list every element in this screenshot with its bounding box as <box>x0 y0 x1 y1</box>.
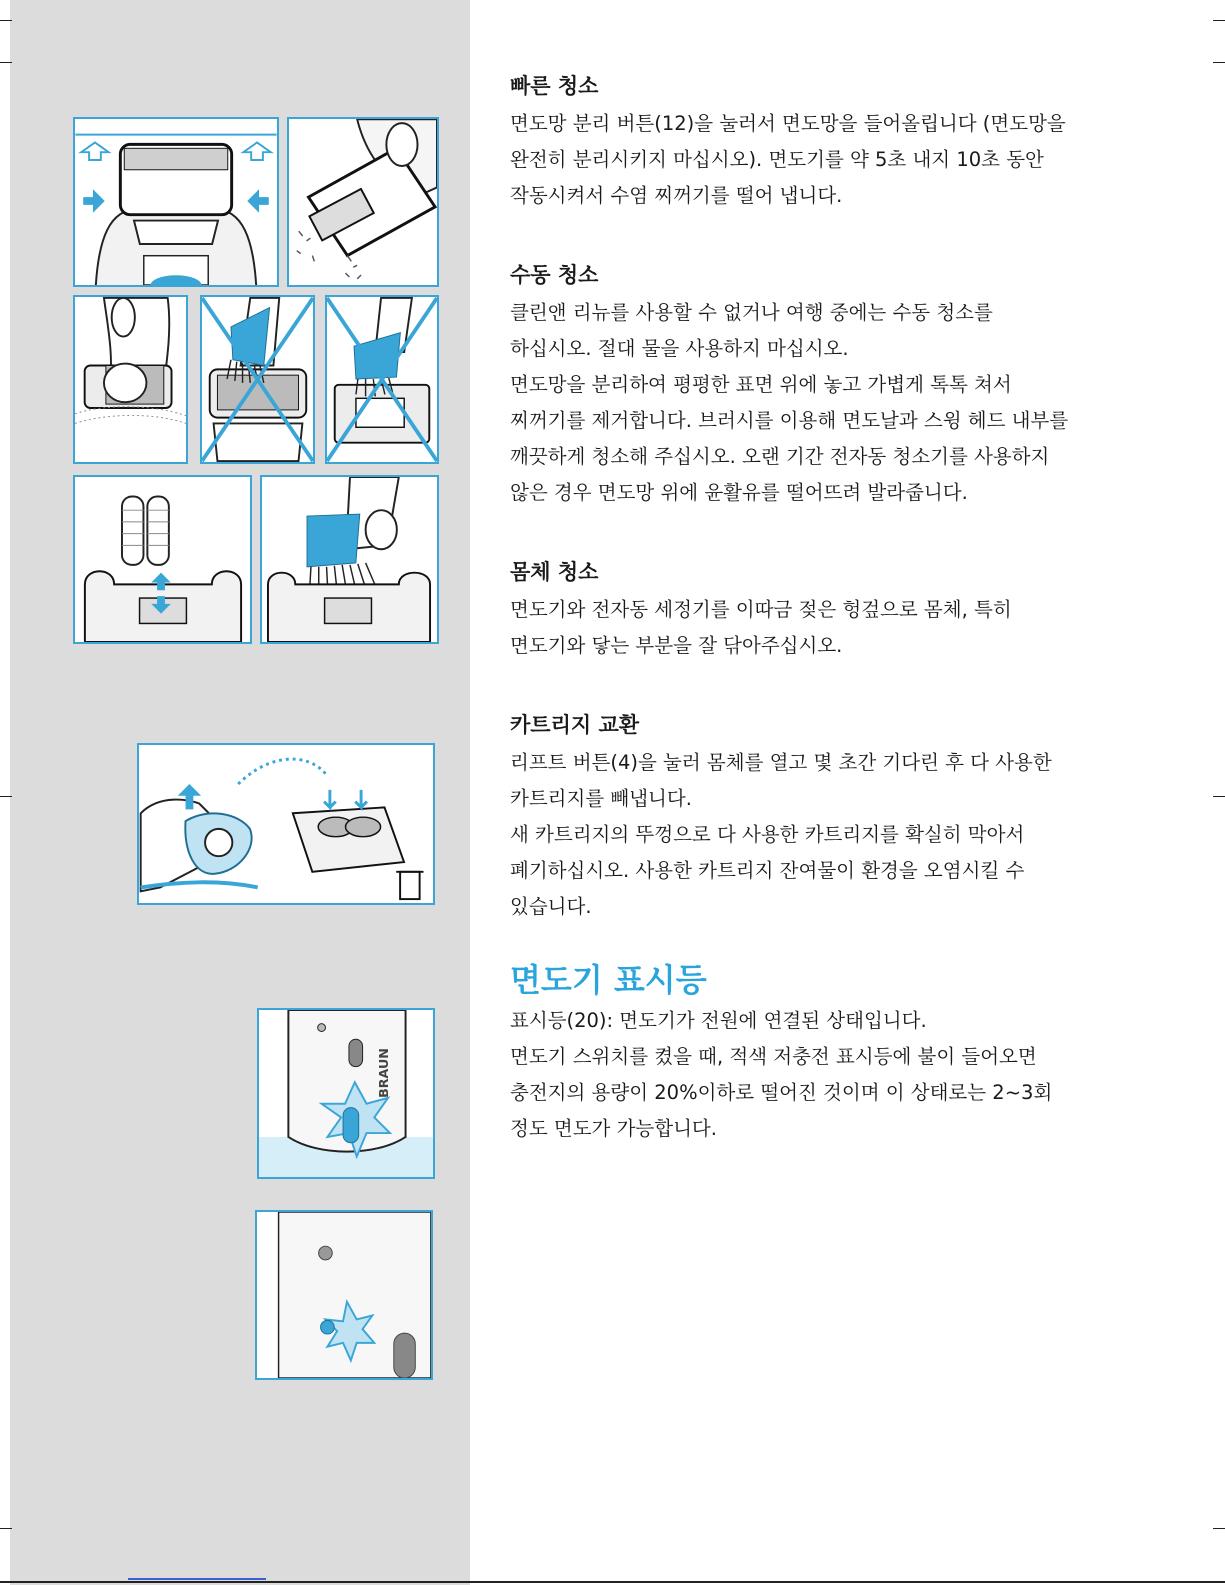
section-heading: 몸체 청소 <box>510 560 599 584</box>
text-line: 완전히 분리시키지 마십시오). 면도기를 약 5초 내지 10초 동안 <box>510 148 1044 171</box>
text-line: 표시등(20): 면도기가 전원에 연결된 상태입니다. <box>510 1009 927 1032</box>
text-line: 리프트 버튼(4)을 눌러 몸체를 열고 몇 초간 기다린 후 다 사용한 <box>510 751 1052 774</box>
text-column <box>510 74 1150 1196</box>
section-heading: 빠른 청소 <box>510 74 599 98</box>
section-cartridge-replace <box>510 713 1150 925</box>
text-line: 하십시오. 절대 물을 사용하지 마십시오. <box>510 337 849 360</box>
illustration-foil-release <box>73 117 279 287</box>
bottom-rule <box>0 1581 1225 1583</box>
illustration-tap-foil <box>73 295 188 464</box>
section-body-clean <box>510 560 1150 664</box>
text-line: 정도 면도가 가능합니다. <box>510 1117 717 1140</box>
text-line: 면도기와 전자동 세정기를 이따금 젖은 헝겊으로 몸체, 특히 <box>510 598 1012 621</box>
crop-mark <box>1213 1528 1225 1529</box>
text-line: 면도기 스위치를 켰을 때, 적색 저충전 표시등에 불이 들어오면 <box>510 1045 1037 1068</box>
text-line: 작동시켜서 수염 찌꺼기를 떨어 냅니다. <box>510 184 843 207</box>
text-line: 면도기와 닿는 부분을 잘 닦아주십시오. <box>510 634 843 657</box>
text-line: 면도망을 분리하여 평평한 표면 위에 놓고 가볍게 톡톡 쳐서 <box>510 373 1012 396</box>
text-line: 새 카트리지의 뚜껑으로 다 사용한 카트리지를 확실히 막아서 <box>510 823 1025 846</box>
section-heading: 수동 청소 <box>510 263 599 287</box>
illustration-brush-cleaning <box>260 475 439 644</box>
illustration-cutter-block <box>73 475 252 644</box>
section-shaver-indicator <box>510 961 1150 1147</box>
section-heading: 카트리지 교환 <box>510 713 640 737</box>
section-quick-clean <box>510 74 1150 214</box>
crop-mark <box>1213 796 1225 797</box>
crop-mark <box>1213 20 1225 21</box>
text-line: 찌꺼기를 제거합니다. 브러시를 이용해 면도날과 스윙 헤드 내부를 <box>510 409 1069 432</box>
section-manual-clean <box>510 263 1150 511</box>
illustration-tap-shaver <box>287 117 439 287</box>
text-line: 클린앤 리뉴를 사용할 수 없거나 여행 중에는 수동 청소를 <box>510 301 993 324</box>
text-line: 않은 경우 면도망 위에 윤활유를 떨어뜨려 발라줍니다. <box>510 481 968 504</box>
illustration-low-battery-indicator <box>255 1210 433 1380</box>
illustration-cartridge-replace <box>137 743 435 905</box>
illustration-indicator-on <box>257 1008 435 1179</box>
crop-mark <box>0 20 12 21</box>
crop-mark <box>0 1528 12 1529</box>
bottom-link-underline <box>128 1578 266 1580</box>
crop-mark <box>0 62 12 63</box>
crop-mark <box>1213 62 1225 63</box>
crop-mark <box>0 796 12 797</box>
text-line: 카트리지를 빼냅니다. <box>510 787 692 810</box>
indicator-heading: 면도기 표시등 <box>510 961 707 999</box>
brand-label: BRAUN <box>375 1048 391 1098</box>
text-line: 있습니다. <box>510 895 592 918</box>
illustration-no-brush-foil <box>200 295 315 464</box>
text-line: 폐기하십시오. 사용한 카트리지 잔여물이 환경을 오염시킬 수 <box>510 859 1025 882</box>
text-line: 충전지의 용량이 20%이하로 떨어진 것이며 이 상태로는 2~3회 <box>510 1081 1053 1104</box>
text-line: 면도망 분리 버튼(12)을 눌러서 면도망을 들어올립니다 (면도망을 <box>510 112 1066 135</box>
text-line: 깨끗하게 청소해 주십시오. 오랜 기간 전자동 청소기를 사용하지 <box>510 445 1050 468</box>
illustration-no-brush-head <box>325 295 439 464</box>
